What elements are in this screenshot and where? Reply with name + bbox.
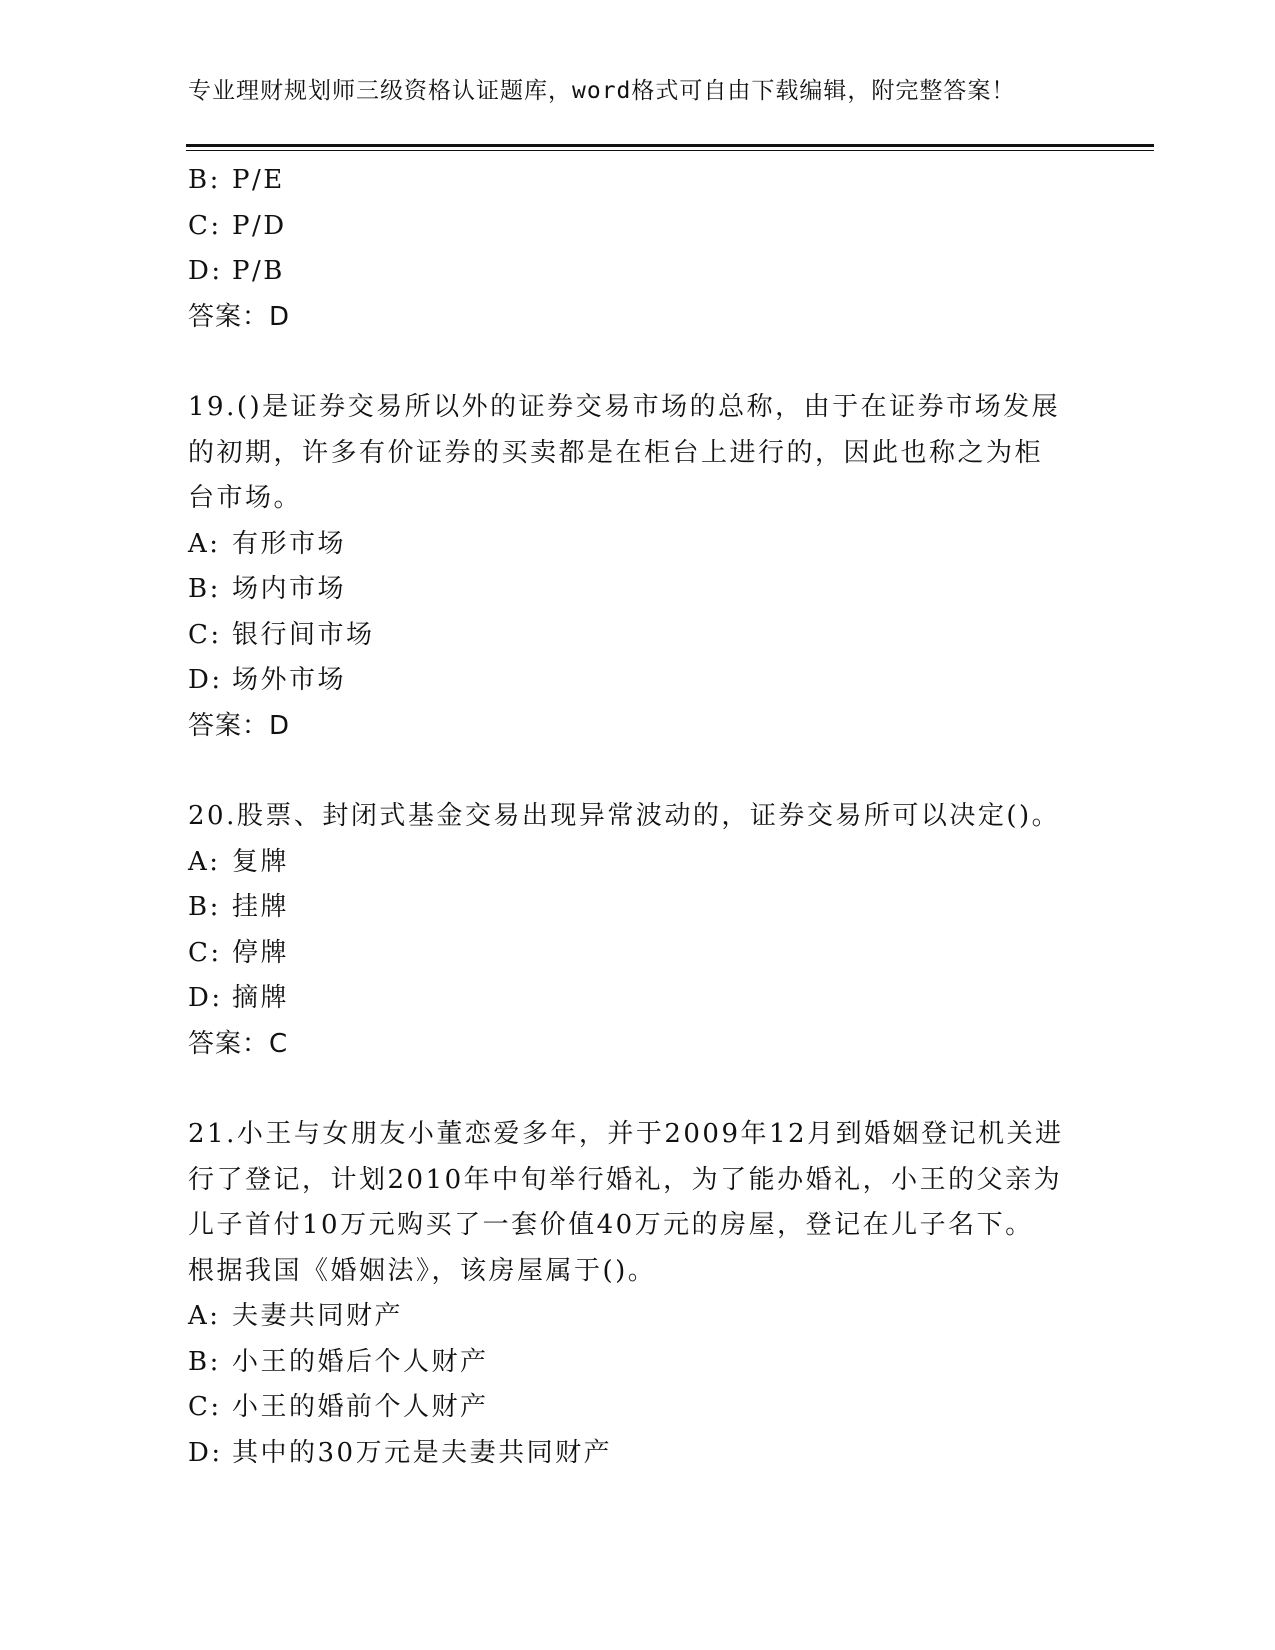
option-text: 有形市场: [232, 528, 347, 559]
option-key: C:: [188, 937, 222, 968]
spacer: [188, 340, 1088, 385]
option-key: B:: [188, 892, 221, 922]
question-18: [188, 158, 1088, 340]
option-a: [188, 1294, 1088, 1340]
header-rule-thin: [186, 150, 1154, 151]
option-b: [188, 158, 1088, 204]
option-d: [188, 976, 1088, 1022]
spacer: [188, 749, 1088, 794]
question-19: [188, 385, 1088, 749]
question-stem-line: 儿子首付10万元购买了一套价值40万元的房屋，登记在儿子名下。: [188, 1210, 1034, 1240]
option-b: [188, 1340, 1088, 1386]
question-stem-line: 20.股票、封闭式基金交易出现异常波动的，证券交易所可以决定()。: [188, 801, 1061, 831]
option-text: P/B: [232, 256, 285, 286]
answer: 答案：C: [188, 1028, 289, 1059]
page-header: 专业理财规划师三级资格认证题库，word格式可自由下载编辑，附完整答案！: [188, 78, 1016, 104]
question-stem-line: 21.小王与女朋友小董恋爱多年，并于2009年12月到婚姻登记机关进: [188, 1119, 1064, 1149]
option-d: [188, 658, 1088, 704]
option-text: 小王的婚前个人财产: [232, 1392, 489, 1422]
question-21: [188, 1112, 1088, 1476]
answer: 答案：D: [188, 710, 291, 741]
option-key: B:: [188, 165, 221, 195]
option-key: B:: [188, 574, 221, 604]
option-text: 复牌: [232, 846, 290, 877]
option-text: 场外市场: [232, 665, 347, 695]
answer: 答案：D: [188, 301, 291, 332]
option-key: A:: [188, 1301, 221, 1331]
question-stem-line: 行了登记，计划2010年中旬举行婚礼，为了能办婚礼，小王的父亲为: [188, 1164, 1063, 1195]
option-text: 银行间市场: [232, 619, 375, 650]
option-text: 小王的婚后个人财产: [232, 1346, 489, 1377]
option-c: [188, 613, 1088, 659]
question-list: [188, 158, 1088, 1476]
option-key: A:: [188, 846, 221, 877]
option-text: 夫妻共同财产: [232, 1301, 404, 1331]
option-d: [188, 1431, 1088, 1477]
option-c: [188, 1385, 1088, 1431]
option-key: A:: [188, 528, 221, 559]
option-text: P/D: [232, 210, 287, 241]
option-text: P/E: [232, 165, 285, 195]
option-text: 场内市场: [232, 574, 347, 604]
option-key: B:: [188, 1346, 221, 1377]
question-stem-line: 台市场。: [188, 483, 303, 513]
option-d: [188, 249, 1088, 295]
option-text: 其中的30万元是夫妻共同财产: [232, 1437, 613, 1468]
header-rule-thick: [186, 144, 1154, 147]
option-text: 摘牌: [232, 983, 290, 1013]
option-key: D:: [188, 256, 223, 286]
option-b: [188, 567, 1088, 613]
spacer: [188, 1067, 1088, 1112]
option-text: 停牌: [232, 937, 290, 968]
option-key: C:: [188, 619, 222, 650]
question-stem-line: 19.()是证券交易所以外的证券交易市场的总称，由于在证券市场发展: [188, 392, 1061, 422]
option-key: D:: [188, 1437, 223, 1468]
option-a: [188, 522, 1088, 568]
option-key: C:: [188, 210, 222, 241]
question-20: [188, 794, 1088, 1067]
question-stem-line: 的初期，许多有价证券的买卖都是在柜台上进行的，因此也称之为柜: [188, 437, 1044, 468]
option-a: [188, 840, 1088, 886]
option-key: C:: [188, 1392, 222, 1422]
question-stem-line: 根据我国《婚姻法》，该房屋属于()。: [188, 1255, 657, 1286]
option-key: D:: [188, 665, 223, 695]
option-b: [188, 885, 1088, 931]
option-text: 挂牌: [232, 892, 290, 922]
option-c: [188, 931, 1088, 977]
option-c: [188, 204, 1088, 250]
option-key: D:: [188, 983, 223, 1013]
